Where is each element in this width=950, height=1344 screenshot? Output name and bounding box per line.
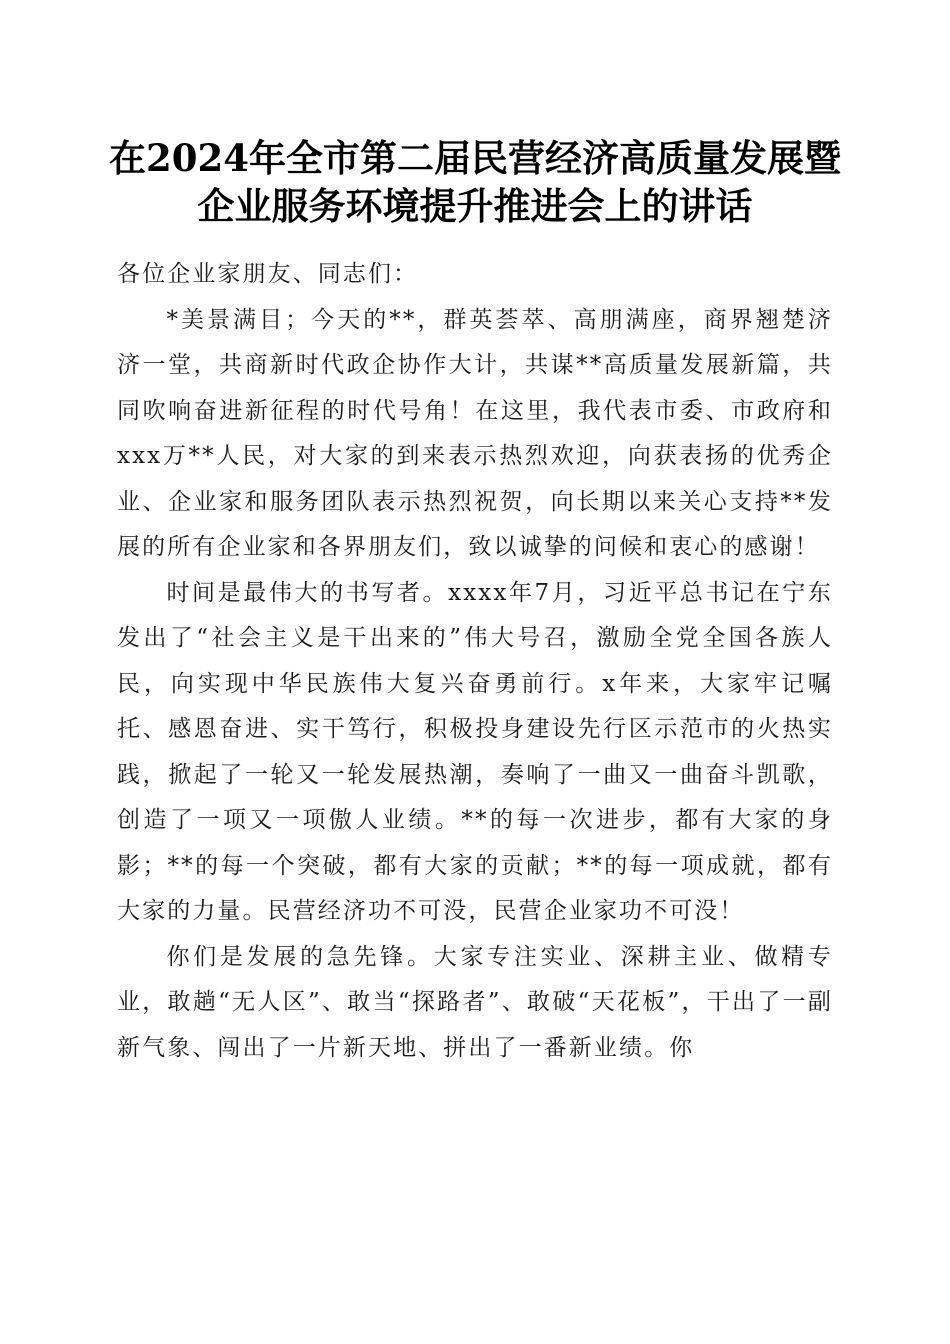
- title-line-2: 企业服务环境提升推进会上的讲话: [197, 184, 753, 228]
- salutation: 各位企业家朋友、同志们：: [117, 261, 419, 287]
- paragraph: *美景满目；今天的**，群英荟萃、高朋满座，商界翘楚济济一堂，共商新时代政企协作大计，共谋**高质量发展新篇，共同吹响奋进新征程的时代号角！在这里，我代表市委、市政府和xxx万**人民，对大家的到来表示热烈欢迎，向获表扬的优秀企业、企业家和服务团队表示热烈祝贺，向长期以来关心支持**发展的所有企业家和各界朋友们，致以诚挚的问候和衷心的感谢！: [117, 306, 833, 560]
- title-line-1: 在2024年全市第二届民营经济高质量发展暨: [109, 136, 841, 180]
- page-title: [80, 134, 870, 230]
- speech-body: [117, 252, 833, 1071]
- paragraph: 时间是最伟大的书写者。xxxx年7月，习近平总书记在宁东发出了“社会主义是干出来的”伟大号召，激励全党全国各族人民，向实现中华民族伟大复兴奋勇前行。x年来，大家牢记嘱托、感恩奋进、实干笃行，积极投身建设先行区示范市的火热实践，掀起了一轮又一轮发展热潮，奏响了一曲又一曲奋斗凯歌，创造了一项又一项傲人业绩。**的每一次进步，都有大家的身影；**的每一个突破，都有大家的贡献；**的每一项成就，都有大家的力量。民营经济功不可没，民营企业家功不可没！: [117, 579, 833, 924]
- paragraph: 你们是发展的急先锋。大家专注实业、深耕主业、做精专业，敢趟“无人区”、敢当“探路者”、敢破“天花板”，干出了一副新气象、闯出了一片新天地、拼出了一番新业绩。你: [117, 943, 833, 1061]
